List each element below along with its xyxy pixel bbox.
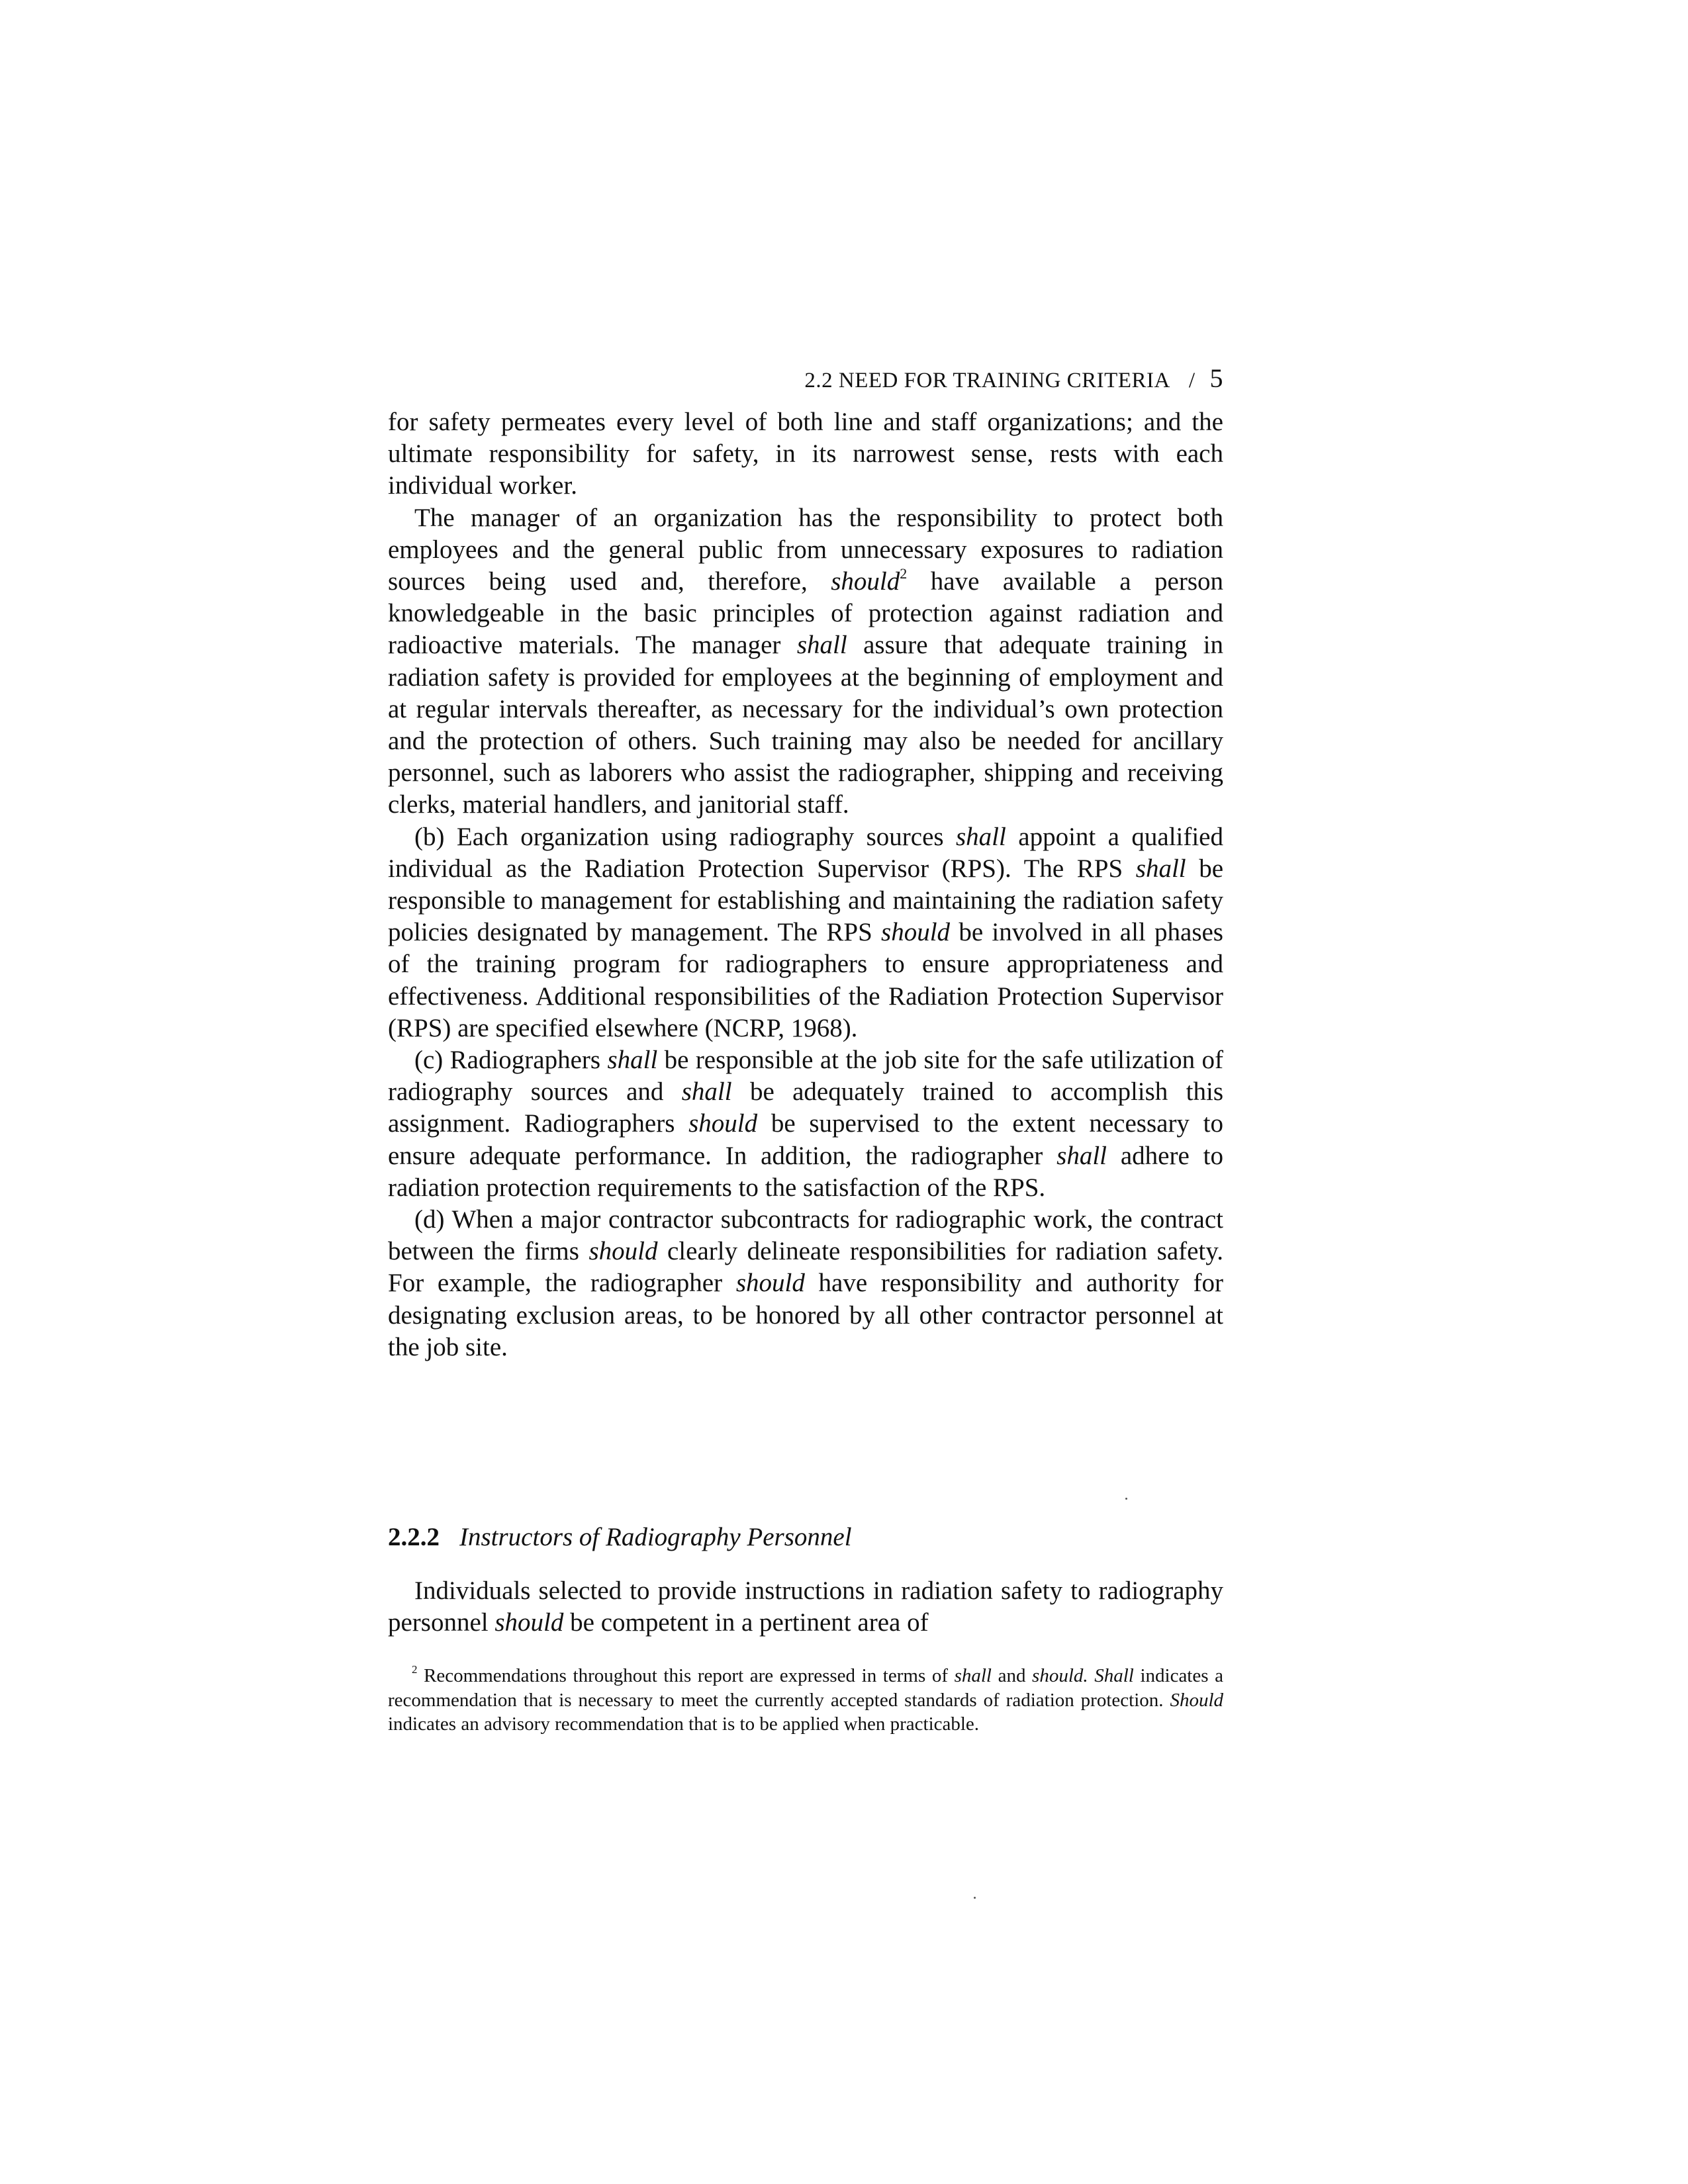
body-text bbox=[388, 406, 1223, 1363]
paragraph-manager-responsibility: The manager of an organization has the responsibility to protect both employees and the general public from unnecessary exposures to radiation sources being used and, therefore, should$^2$ have available a person knowledgeable in the basic principles of protection against radiation and radioactive materials. The manager shall assure that adequate training in radiation safety is provided for employees at the beginning of employment and at regular intervals thereafter, as necessary for the individual’s own protection and the protection of others. Such training may also be needed for ancillary personnel, such as laborers who assist the radiographer, shipping and receiving clerks, material handlers, and janitorial staff. bbox=[388, 503, 1224, 819]
paragraph-item-d: (d) When a major contractor subcontracts for radiographic work, the contract between the firms should clearly delineate responsibilities for radiation safety. For example, the radiographer should have responsibility and authority for designating exclusion areas, to be honored by all other contractor personnel at the job site. bbox=[388, 1205, 1223, 1361]
section-number: 2.2.2 bbox=[388, 1523, 440, 1551]
footnote-text: $^2$ Recommendations throughout this report are expressed in terms of shall and should. Shall indicates a recommendation that is necessary to meet the currently accepted standards of radiation protection. Should indicates an advisory recommendation that is to be applied when practicable. bbox=[388, 1663, 1223, 1735]
paragraph-item-c: (c) Radiographers shall be responsible at the job site for the safe utilization of radiography sources and shall be adequately trained to accomplish this assignment. Radiographers should be supervised to the extent necessary to ensure adequate performance. In addition, the radiographer shall adhere to radiation protection requirements to the satisfaction of the RPS. bbox=[388, 1046, 1223, 1202]
header-section-label: 2.2 NEED FOR TRAINING CRITERIA bbox=[804, 369, 1170, 392]
footnote-marker: 2 bbox=[412, 1663, 418, 1676]
running-header bbox=[628, 363, 1223, 394]
section-body bbox=[388, 1575, 1223, 1639]
footnote bbox=[388, 1664, 1223, 1737]
header-separator: / bbox=[1188, 369, 1196, 392]
section-title: Instructors of Radiography Personnel bbox=[459, 1523, 852, 1551]
scan-speck bbox=[1125, 1498, 1127, 1500]
paragraph-instructors: Individuals selected to provide instructions in radiation safety to radiography personnel should be competent in a pertinent area of bbox=[388, 1576, 1223, 1637]
page-number: 5 bbox=[1209, 363, 1223, 393]
footnote-reference: 2 bbox=[900, 565, 908, 582]
scan-speck bbox=[974, 1897, 976, 1899]
section-heading bbox=[388, 1522, 852, 1552]
paragraph-item-b: (b) Each organization using radiography sources shall appoint a qualified individual as the Radiation Protection Supervisor (RPS). The RPS shall be responsible to management for establishing and maintaining the radiation safety policies designated by management. The RPS should be involved in all phases of the training program for radiographers to ensure appropriateness and effectiveness. Additional responsibilities of the Radiation Protection Supervisor (RPS) are specified elsewhere (NCRP, 1968). bbox=[388, 822, 1224, 1042]
paragraph-continuation: for safety permeates every level of both line and staff organizations; and the ultimate responsibility for safety, in its narrowest sense, rests with each individual worker. bbox=[388, 408, 1223, 500]
